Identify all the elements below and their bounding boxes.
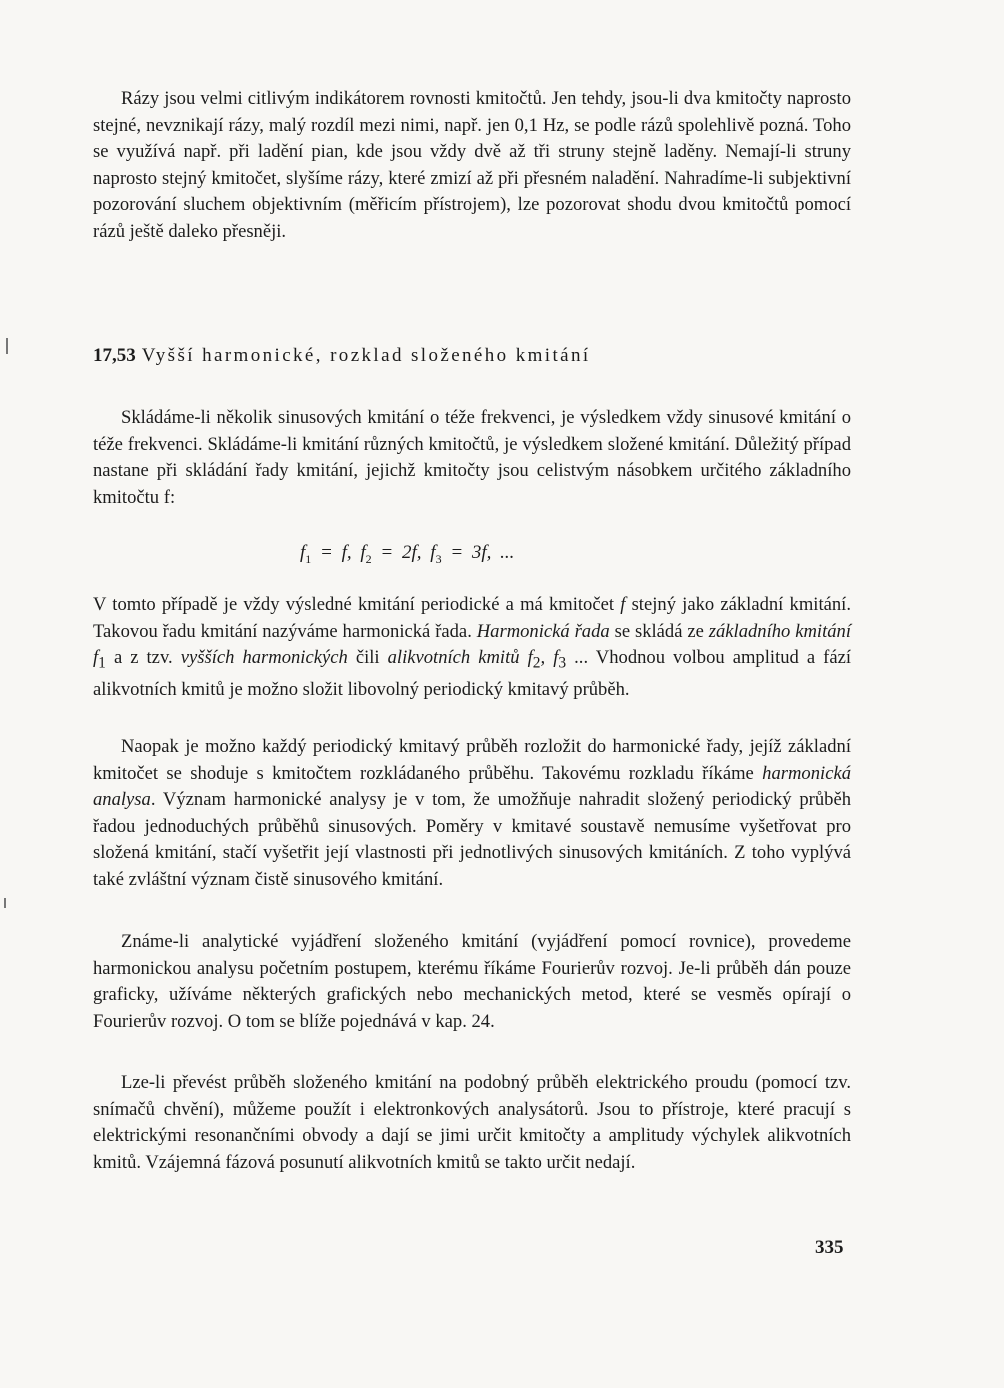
paragraph-text — [93, 592, 851, 704]
paragraph-text: Rázy jsou velmi citlivým indikátorem rovnosti kmitočtů. Jen tehdy, jsou-li dva kmitočty naprosto stejné, nevznikají rázy, malý rozdíl mezi nimi, např. jen 0,1 Hz, se podle rázů spolehlivě pozná. Toho se využívá např. při ladění pian, kde jsou vždy dvě až tři struny stejně laděny. Nemají-li struny naprosto stejný kmitočet, slyšíme rázy, které zmizí až při přesném naladění. Nahradíme-li subjektivní pozorování sluchem objektivním (měřicím přístrojem), lze pozorovat shodu dvou kmitočtů pomocí rázů ještě daleko přesněji. — [93, 88, 851, 242]
subscript: 3 — [558, 654, 567, 672]
page-number: 335 — [815, 1237, 844, 1258]
text-run: a z tzv. — [105, 647, 181, 668]
paragraph-beats — [93, 86, 851, 245]
text-run: . Význam harmonické analysy je v tom, že umožňuje nahradit složený periodický průběh řadou jednoduchých průběhů sinusových. Poměry v kmitavé soustavě nemusíme vyšetřovat pro složená kmitání, stačí vyšetřit její vlastnosti při jednotlivých sinusových kmitáních. Z toho vyplývá také zvláštní význam čistě sinusového kmitání. — [93, 789, 851, 890]
paragraph-text: Známe-li analytické vyjádření složeného kmitání (vyjádření pomocí rovnice), provedeme harmonickou analysu početním postupem, kterému říkáme Fourierův rozvoj. Je-li průběh dán pouze graficky, užíváme některých grafických nebo mechanických metod, které se vesměs opírají o Fourierův rozvoj. O tom se blíže pojednává v kap. 24. — [93, 931, 851, 1032]
text-run-italic: základního kmitání f — [93, 620, 852, 668]
eq-part: = f, — [311, 542, 361, 563]
subscript: 2 — [532, 654, 541, 672]
section-heading — [93, 343, 853, 369]
text-run: Naopak je možno každý periodický kmitavý průběh rozložit do harmonické řady, jejíž základní kmitočet se shoduje s kmitočtem rozkládaného průběhu. Takovému rozkladu říkáme — [93, 736, 851, 784]
eq-f: f — [360, 542, 366, 563]
section-title: Vyšší harmonické, rozklad složeného kmitání — [141, 345, 591, 366]
paragraph-harmonic-series — [93, 592, 851, 704]
margin-mark — [4, 898, 6, 908]
paragraph-text: Lze-li převést průběh složeného kmitání na podobný průběh elektrického proudu (pomocí tzv. snímačů chvění), můžeme použít i elektronkových analysátorů. Jsou to přístroje, které pracují s elektrickými resonančními obvody a dají se jimi určit kmitočty a amplitudy výchylek alikvotních kmitů. Vzájemná fázová posunutí alikvotních kmitů se takto určit nedají. — [93, 1072, 851, 1173]
margin-mark — [6, 338, 8, 354]
paragraph-electronic-analyzers — [93, 1070, 851, 1176]
text-run: čili — [347, 647, 388, 668]
text-run-italic: harmonická analysa — [93, 762, 851, 810]
paragraph-text — [93, 734, 851, 893]
section-number: 17,53 — [93, 345, 136, 366]
eq-f: f — [430, 542, 436, 563]
text-run: V tomto případě je vždy výsledné kmitání periodické a má kmitočet — [93, 594, 621, 615]
text-run: se skládá ze — [609, 620, 709, 642]
subscript: 1 — [98, 654, 106, 672]
text-run: stejný jako základní kmitání. Takovou řadu kmitání nazýváme harmonická řada. — [93, 594, 851, 642]
text-run: ... Vhodnou volbou amplitud a fází alikvotních kmitů je možno složit libovolný periodický kmitavý průběh. — [93, 647, 852, 701]
paragraph-text: Skládáme-li několik sinusových kmitání o téže frekvenci, je výsledkem vždy sinusové kmitání o téže frekvenci. Skládáme-li kmitání různých kmitočtů, je výsledkem složené kmitání. Důležitý případ nastane při skládání řady kmitání, jejichž kmitočty jsou celistvým násobkem určitého základního kmitočtu f: — [93, 407, 851, 508]
text-run-italic: f — [620, 594, 626, 615]
harmonic-frequency-equation — [300, 540, 700, 572]
paragraph-fourier — [93, 929, 851, 1035]
text-run-italic: alikvotních kmitů f — [387, 647, 533, 668]
text-run-italic: vyšších harmonických — [180, 647, 348, 668]
text-run-italic: , f — [540, 647, 559, 668]
paragraph-harmonic-analysis — [93, 734, 851, 893]
eq-part: = 3f, ... — [441, 542, 515, 563]
eq-f: f — [300, 542, 306, 563]
paragraph-composition — [93, 405, 851, 511]
eq-subscript: 3 — [435, 551, 442, 566]
eq-subscript: 2 — [365, 551, 372, 566]
text-run-italic: Harmonická řada — [476, 620, 610, 642]
eq-subscript: 1 — [305, 551, 312, 566]
eq-part: = 2f, — [371, 542, 431, 563]
